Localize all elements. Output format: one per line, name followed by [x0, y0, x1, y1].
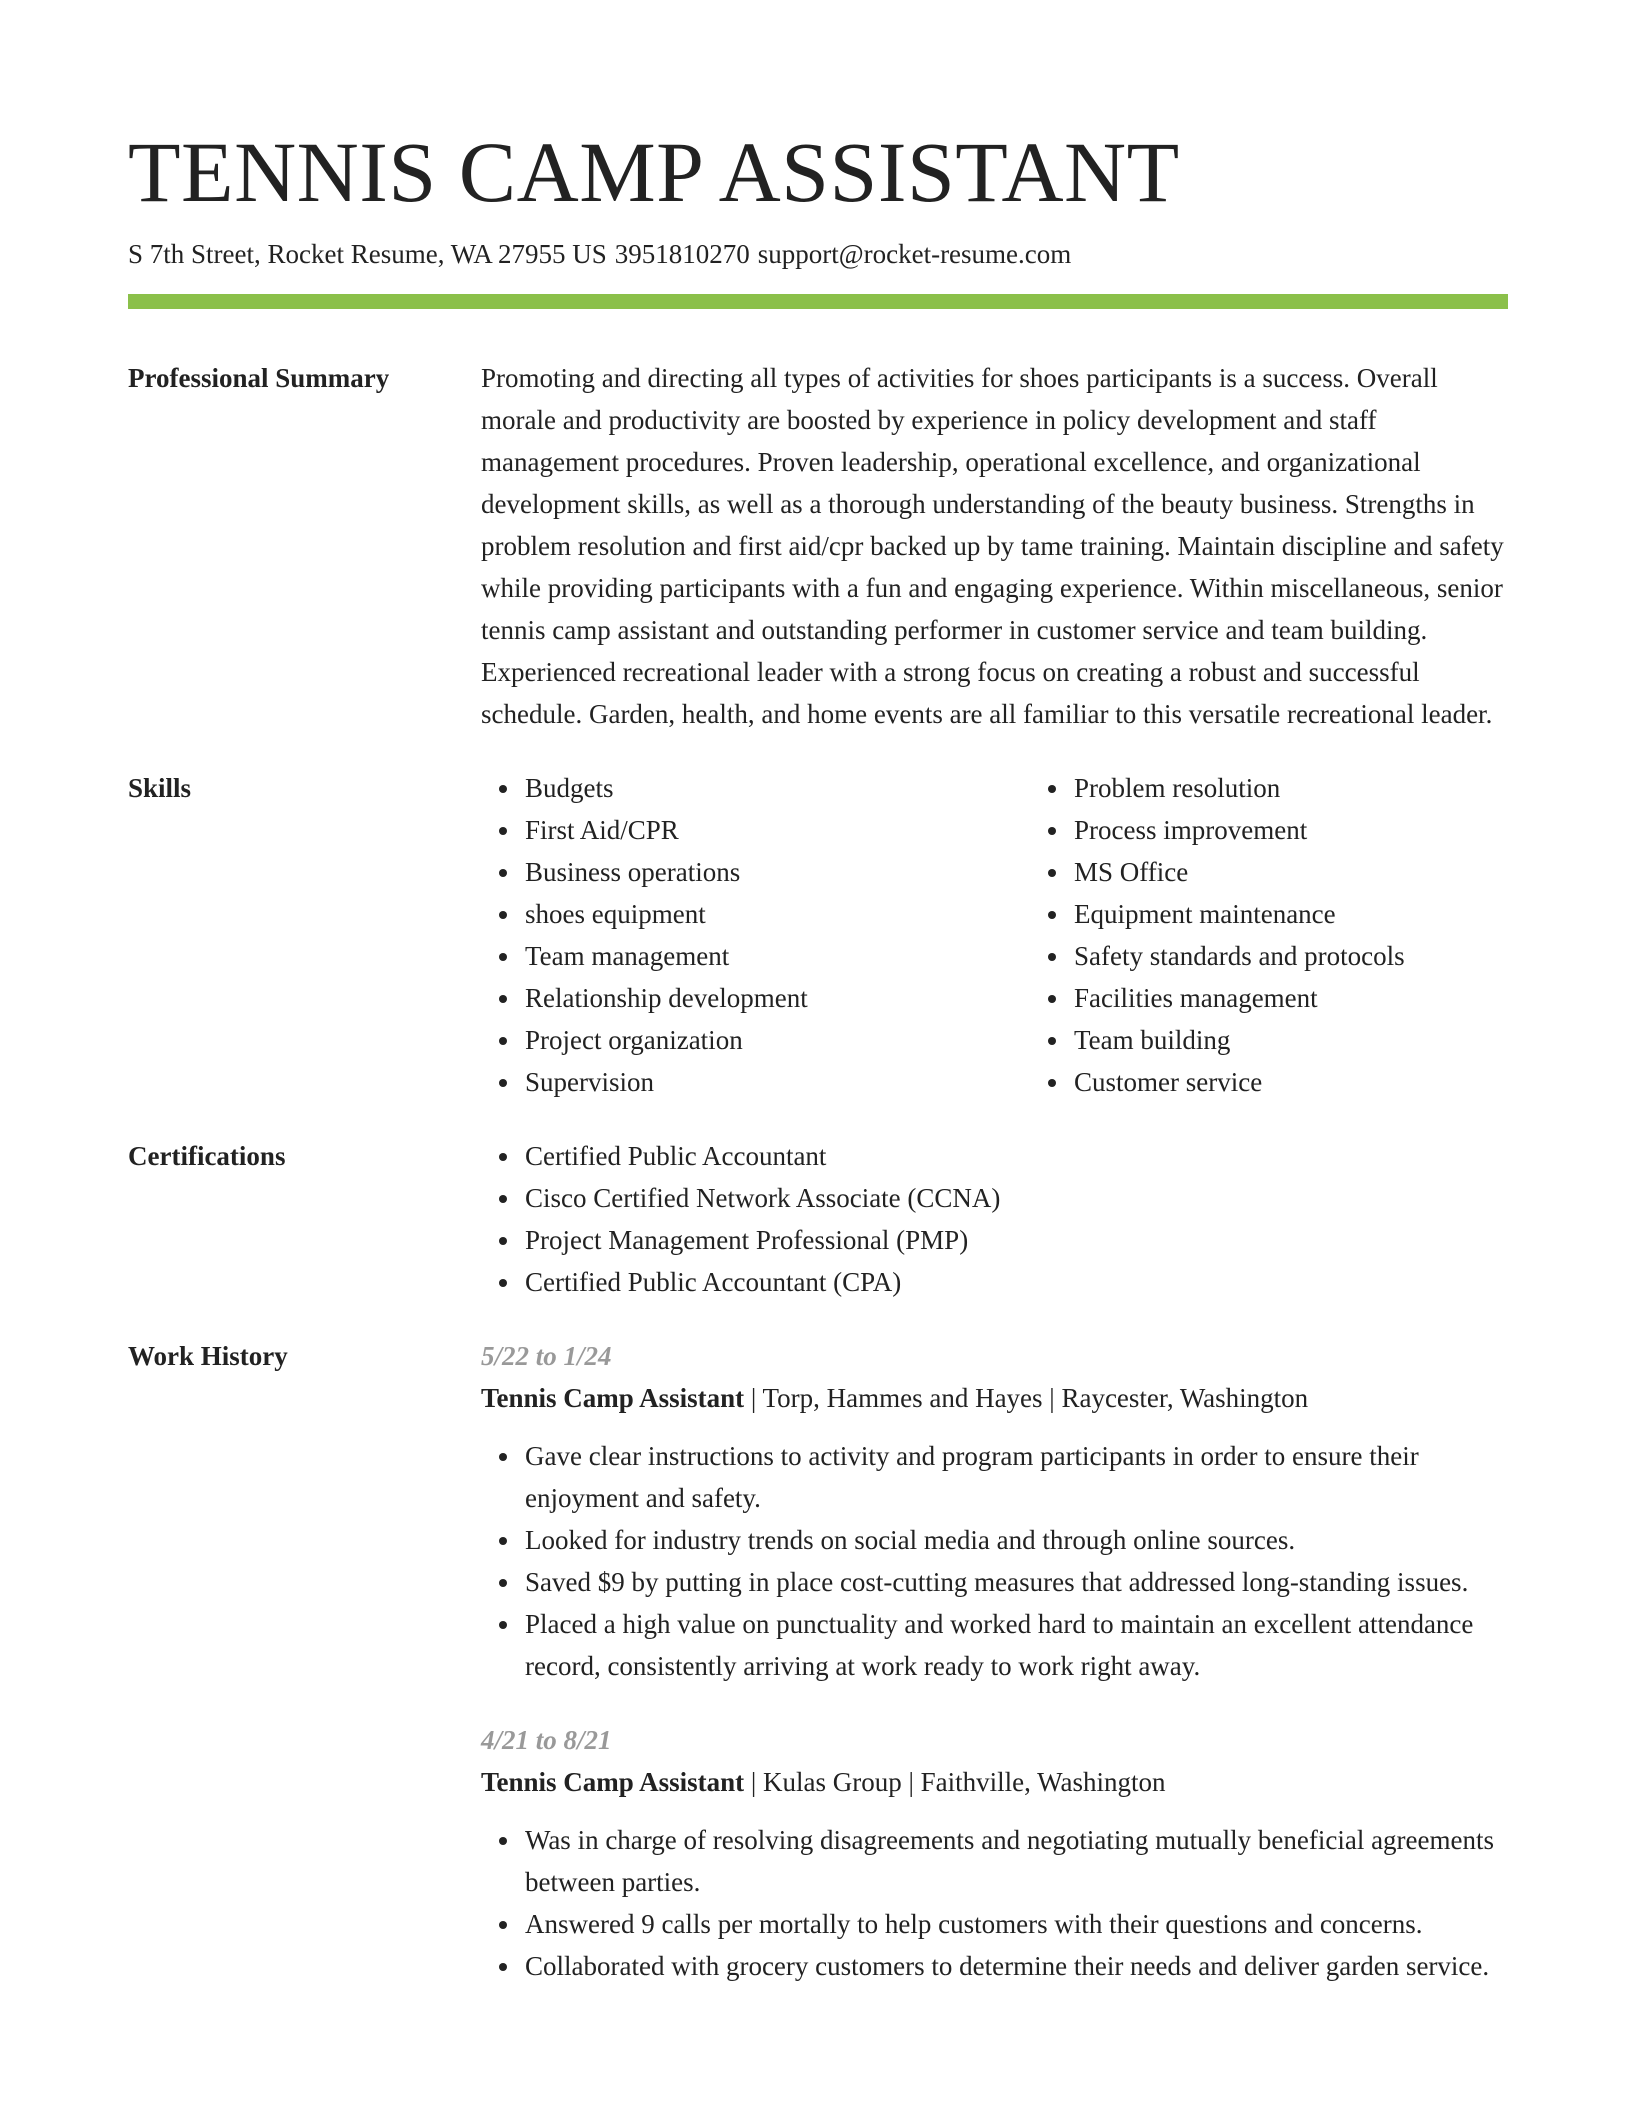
skill-item: Project organization — [525, 1019, 1030, 1061]
skill-item: Facilities management — [1074, 977, 1579, 1019]
job-bullet: Placed a high value on punctuality and worked hard to maintain an excellent attendance record, consistently arriving at work ready to work right away. — [525, 1603, 1508, 1687]
resume-page — [128, 120, 1508, 1987]
job-title: Tennis Camp Assistant — [481, 1383, 745, 1413]
job-details: | Kulas Group | Faithville, Washington — [744, 1767, 1166, 1797]
skill-item: Equipment maintenance — [1074, 893, 1579, 935]
job-details: | Torp, Hammes and Hayes | Raycester, Washington — [744, 1383, 1309, 1413]
job-dates: 5/22 to 1/24 — [481, 1341, 612, 1371]
skills-section — [128, 767, 1508, 1103]
contact-phone: 3951810270 — [614, 239, 750, 269]
contact-line — [128, 236, 1508, 272]
job-bullet: Was in charge of resolving disagreements and negotiating mutually beneficial agreements between parties. — [525, 1819, 1508, 1903]
skill-item: shoes equipment — [525, 893, 1030, 935]
skill-item: Safety standards and protocols — [1074, 935, 1579, 977]
header-divider — [128, 294, 1508, 309]
job-bullet: Collaborated with grocery customers to determine their needs and deliver garden service. — [525, 1945, 1508, 1987]
skills-list-right — [1030, 767, 1579, 1103]
certification-item: Certified Public Accountant — [525, 1135, 1508, 1177]
job-bullet: Saved $9 by putting in place cost-cutting measures that addressed long-standing issues. — [525, 1561, 1508, 1603]
job-bullets — [481, 1435, 1508, 1687]
job-entry — [481, 1719, 1508, 1987]
summary-section — [128, 357, 1508, 735]
job-bullet: Answered 9 calls per mortally to help customers with their questions and concerns. — [525, 1903, 1508, 1945]
work-history-section — [128, 1335, 1508, 1987]
job-title-line — [481, 1377, 1508, 1419]
skill-item: Team building — [1074, 1019, 1579, 1061]
summary-text: Promoting and directing all types of activities for shoes participants is a success. Overall morale and productivity are boosted by experience in policy development and staff management procedures. Proven leadership, operational excellence, and organizational development skills, as well as a thorough understanding of the beauty business. Strengths in problem resolution and first aid/cpr backed up by tame training. Maintain discipline and safety while providing participants with a fun and engaging experience. Within miscellaneous, senior tennis camp assistant and outstanding performer in customer service and team building. Experienced recreational leader with a strong focus on creating a robust and successful schedule. Garden, health, and home events are all familiar to this versatile recreational leader. — [481, 363, 1504, 729]
certifications-section — [128, 1135, 1508, 1303]
skill-item: Business operations — [525, 851, 1030, 893]
job-title: Tennis Camp Assistant — [481, 1767, 745, 1797]
skills-list-left — [481, 767, 1030, 1103]
skill-item: Budgets — [525, 767, 1030, 809]
job-title-line — [481, 1761, 1508, 1803]
job-bullets — [481, 1819, 1508, 1987]
resume-name: TENNIS CAMP ASSISTANT — [128, 124, 1180, 220]
certification-item: Project Management Professional (PMP) — [525, 1219, 1508, 1261]
certification-item: Certified Public Accountant (CPA) — [525, 1261, 1508, 1303]
contact-address: S 7th Street, Rocket Resume, WA 27955 US — [128, 239, 607, 269]
certification-item: Cisco Certified Network Associate (CCNA) — [525, 1177, 1508, 1219]
job-bullet: Gave clear instructions to activity and program participants in order to ensure their enjoyment and safety. — [525, 1435, 1508, 1519]
skill-item: Relationship development — [525, 977, 1030, 1019]
job-entry — [481, 1335, 1508, 1687]
skill-item: Customer service — [1074, 1061, 1579, 1103]
contact-email: support@rocket-resume.com — [757, 239, 1072, 269]
skill-item: Process improvement — [1074, 809, 1579, 851]
certifications-list — [481, 1135, 1508, 1303]
job-bullet: Looked for industry trends on social media and through online sources. — [525, 1519, 1508, 1561]
work-history-heading: Work History — [128, 1341, 288, 1371]
skill-item: Problem resolution — [1074, 767, 1579, 809]
skill-item: MS Office — [1074, 851, 1579, 893]
certifications-heading: Certifications — [128, 1141, 286, 1171]
skill-item: Team management — [525, 935, 1030, 977]
job-dates: 4/21 to 8/21 — [481, 1725, 612, 1755]
summary-heading: Professional Summary — [128, 363, 390, 393]
skills-heading: Skills — [128, 773, 192, 803]
skill-item: First Aid/CPR — [525, 809, 1030, 851]
skill-item: Supervision — [525, 1061, 1030, 1103]
